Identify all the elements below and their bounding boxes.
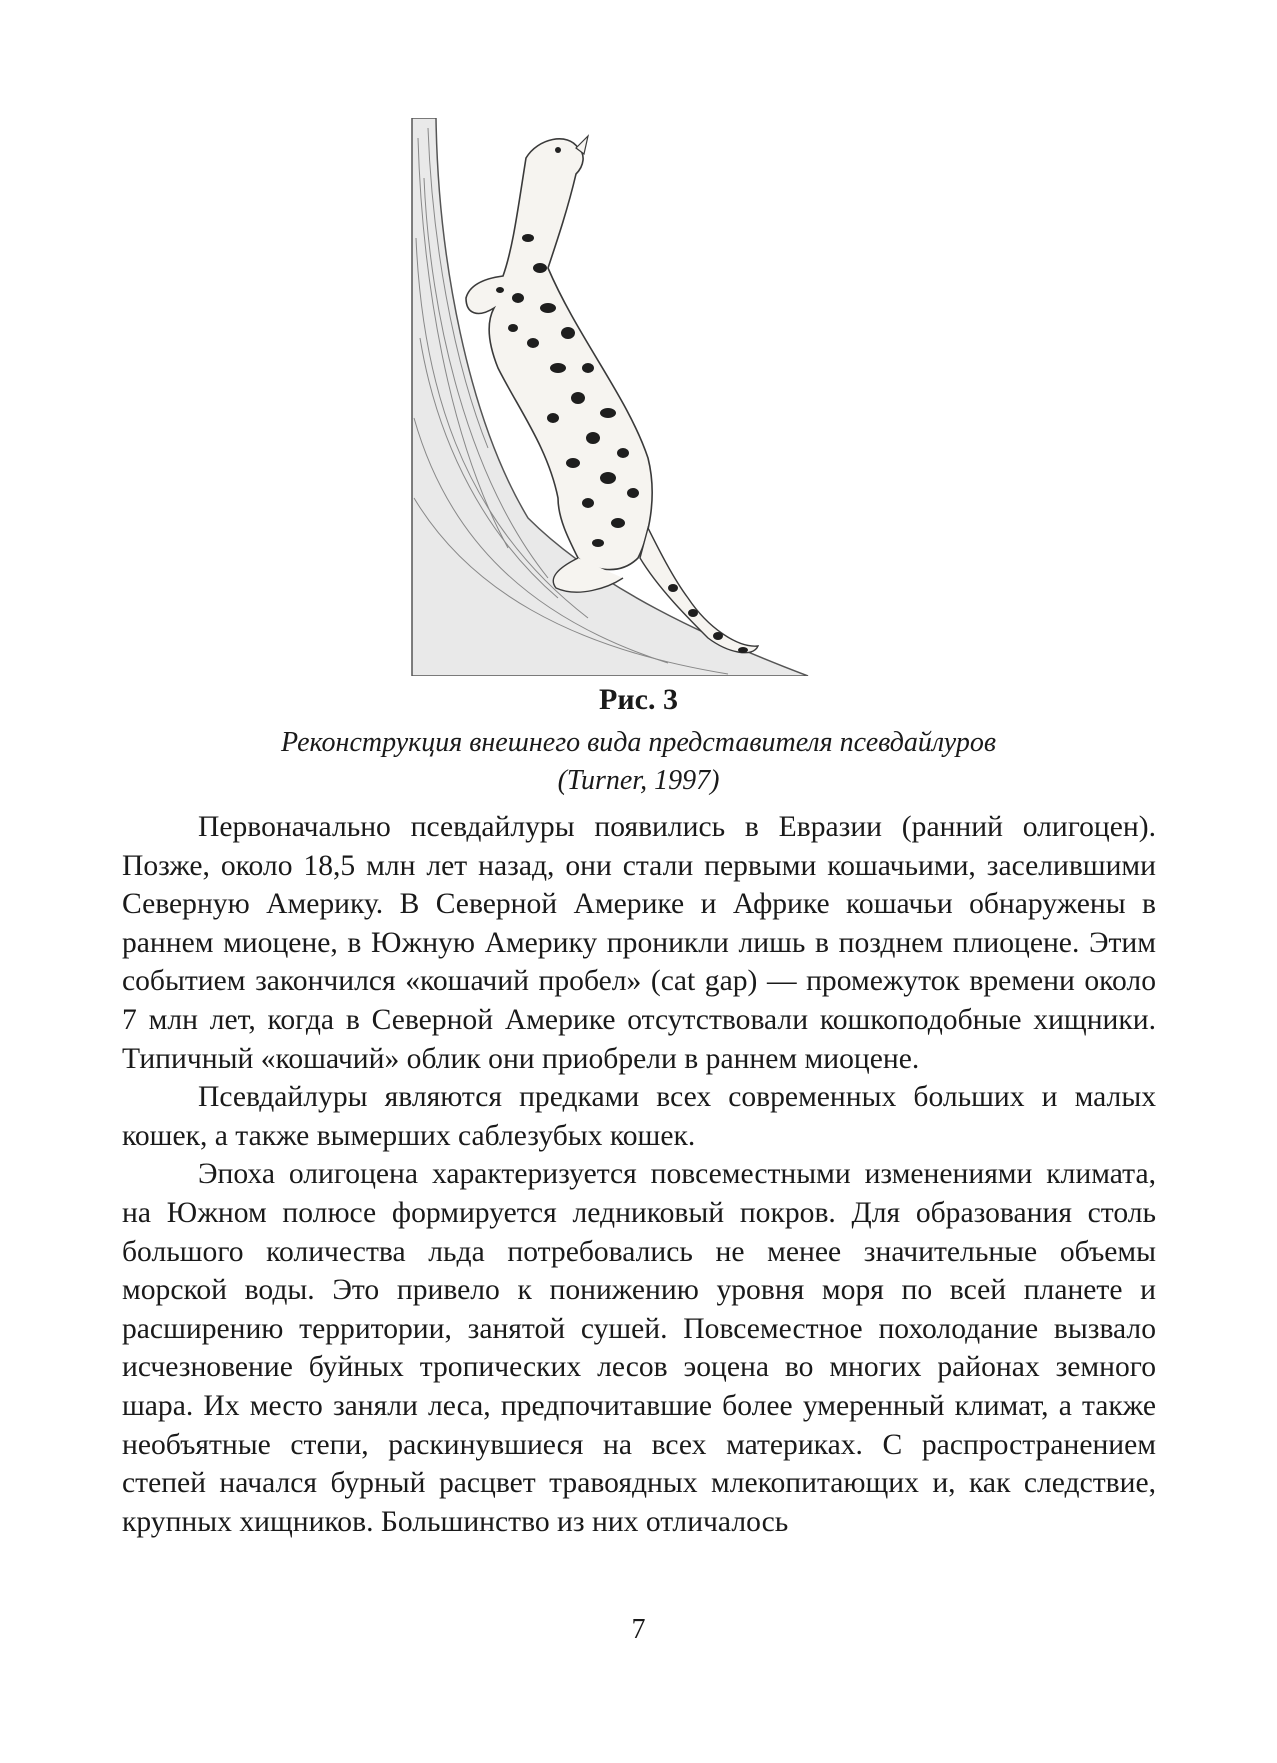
page-number: 7 — [631, 1614, 646, 1645]
figure-caption — [0, 724, 1277, 800]
pseudaelurus-drawing — [408, 118, 868, 676]
paragraph: Первоначально псевдайлуры появились в Евразии (ранний олигоцен). Позже, около 18,5 млн лет назад, они стали первыми кошачьими, заселившими Северную Америку. В Северной Америке и Африке кошачьи обнаружены в раннем миоцене, в Южную Америку проникли лишь в позднем плиоцене. Этим событием закончился «кошачий пробел» (cat gap) — промежуток времени около 7 млн лет, когда в Северной Америке отсутствовали кошкоподобные хищники. Типичный «кошачий» облик они приобрели в раннем миоцене. — [122, 811, 1156, 1075]
paragraph: Эпоха олигоцена характеризуется повсеместными изменениями климата, на Южном полюсе формируется ледниковый покров. Для образования столь большого количества льда потребовались не менее значительные объемы морской воды. Это привело к понижению уровня моря по всей планете и расширению территории, занятой сушей. Повсеместное похолодание вызвало исчезновение буйных тропических лесов эоцена во многих районах земного шара. Их место заняли леса, предпочитавшие более умеренный климат, а также необъятные степи, раскинувшиеся на всех материках. С распространением степей начался бурный расцвет травоядных млекопитающих и, как следствие, крупных хищников. Большинство из них отличалось — [122, 1158, 1156, 1538]
body-text — [122, 808, 1156, 1541]
figure-illustration — [408, 118, 868, 676]
figure-caption-line2: (Turner, 1997) — [557, 765, 720, 796]
figure-caption-line1: Реконструкция внешнего вида представителя псевдайлуров — [281, 727, 996, 758]
paragraph: Псевдайлуры являются предками всех современных больших и малых кошек, а также вымерших саблезубых кошек. — [122, 1081, 1156, 1152]
figure-title: Рис. 3 — [599, 683, 678, 716]
